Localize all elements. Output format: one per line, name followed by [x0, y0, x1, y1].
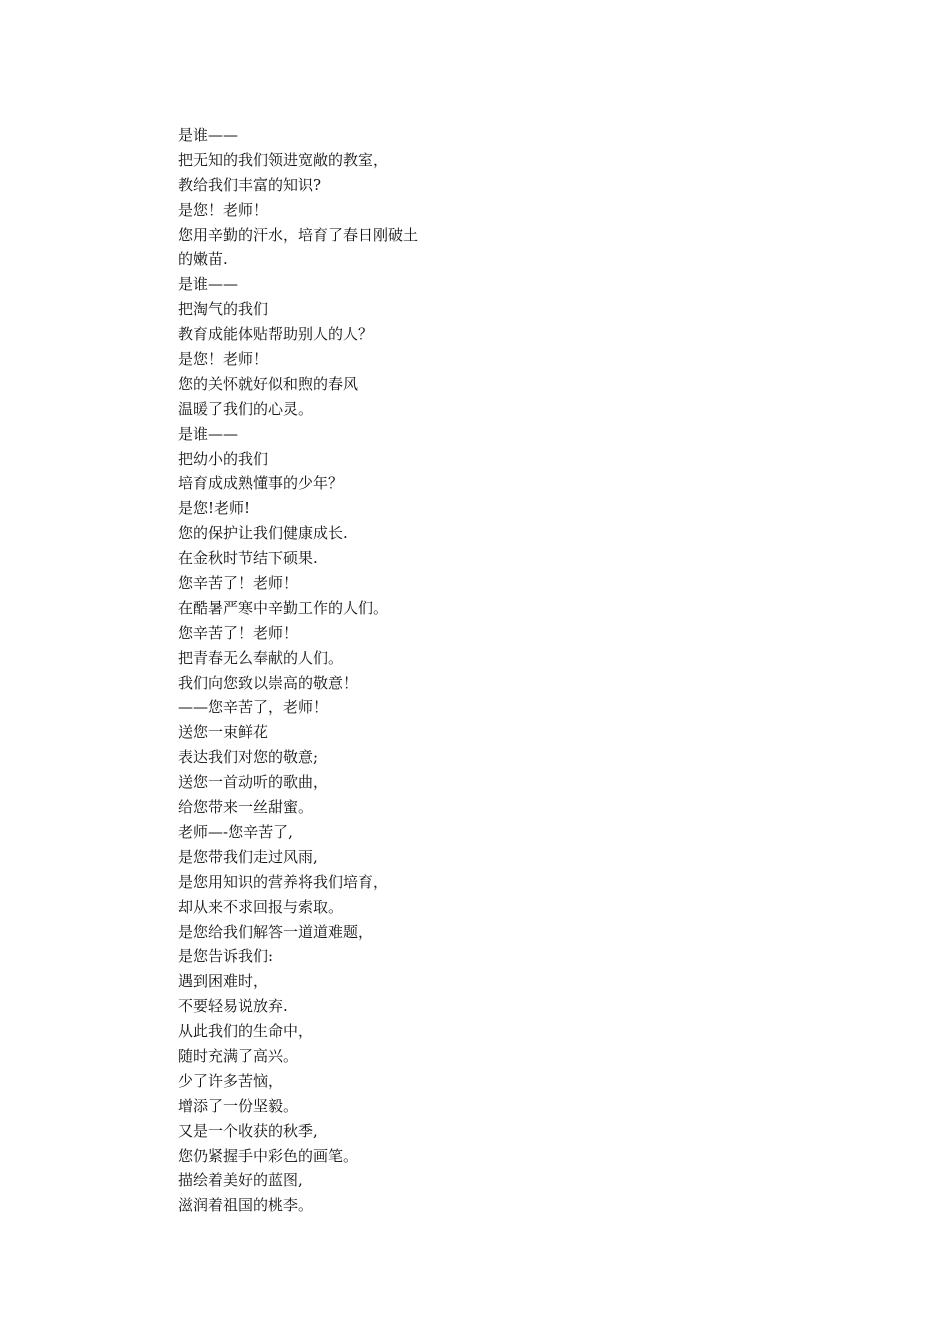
poem-line: 遇到困难时，	[178, 972, 269, 991]
poem-line: 表达我们对您的敬意;	[178, 748, 319, 767]
poem-line: 是您！老师！	[178, 350, 269, 369]
poem-line: 把青春无么奉献的人们。	[178, 648, 344, 667]
poem-line: 的嫩苗.	[178, 250, 228, 269]
poem-line: 把幼小的我们	[178, 449, 269, 468]
poem-line: 送您一首动听的歌曲，	[178, 773, 329, 792]
poem-line: 老师—-您辛苦了,	[178, 822, 293, 841]
poem-line: 我们向您致以崇高的敬意！	[178, 673, 359, 692]
poem-line: 您的保护让我们健康成长.	[178, 524, 348, 543]
poem-line: 随时充满了高兴。	[178, 1046, 299, 1065]
poem-line: 给您带来一丝甜蜜。	[178, 798, 314, 817]
poem-line: 培育成成熟懂事的少年？	[178, 474, 344, 493]
poem-line: 是您用知识的营养将我们培育，	[178, 872, 389, 891]
poem-line: 描绘着美好的蓝图,	[178, 1171, 303, 1190]
poem-line: 却从来不求回报与索取。	[178, 897, 344, 916]
poem-line: 您辛苦了！老师！	[178, 623, 299, 642]
poem-line: 是您告诉我们:	[178, 947, 274, 966]
poem-line: 滋润着祖国的桃李。	[178, 1196, 314, 1215]
poem-line: 送您一束鲜花	[178, 723, 269, 742]
poem-line: 是您给我们解答一道道难题，	[178, 922, 374, 941]
poem-text	[178, 123, 418, 1218]
poem-line: 教育成能体贴帮助别人的人？	[178, 325, 374, 344]
poem-line: 又是一个收获的秋季,	[178, 1121, 318, 1140]
poem-line: 是您!老师!	[178, 499, 251, 518]
poem-line: 增添了一份坚毅。	[178, 1096, 299, 1115]
poem-line: 是您带我们走过风雨,	[178, 847, 318, 866]
poem-line: 您仍紧握手中彩色的画笔。	[178, 1146, 359, 1165]
poem-line: 把无知的我们领进宽敞的教室，	[178, 150, 389, 169]
poem-line: 在金秋时节结下硕果.	[178, 549, 318, 568]
poem-line: 不要轻易说放弃.	[178, 997, 288, 1016]
poem-line: 您的关怀就好似和煦的春风	[178, 374, 359, 393]
poem-line: 在酷暑严寒中辛勤工作的人们。	[178, 598, 389, 617]
poem-line: 是谁——	[178, 424, 239, 443]
poem-line: 是您！老师！	[178, 200, 269, 219]
poem-line: 把淘气的我们	[178, 300, 269, 319]
poem-line: 是谁——	[178, 275, 239, 294]
poem-line: 少了许多苦恼，	[178, 1071, 284, 1090]
poem-line: 教给我们丰富的知识?	[178, 175, 322, 194]
poem-line: 从此我们的生命中，	[178, 1022, 314, 1041]
poem-line: 是谁——	[178, 126, 239, 144]
poem-line: 您辛苦了！老师！	[178, 574, 299, 593]
poem-line: ——您辛苦了，老师！	[178, 698, 329, 717]
poem-line: 温暖了我们的心灵。	[178, 399, 314, 418]
poem-line: 您用辛勤的汗水，培育了春日刚破土	[178, 225, 419, 244]
